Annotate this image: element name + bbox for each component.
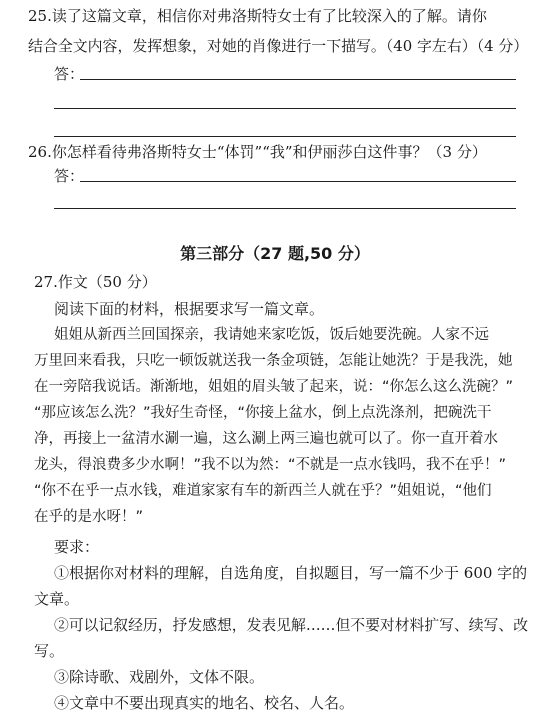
q26-answer-line-2[interactable] xyxy=(54,208,516,209)
q27-passage-line: “那应该怎么洗？”我好生奇怪，“你接上盆水，倒上点洗涤剂，把碗洗干 xyxy=(34,405,492,421)
q27-requirement-line: ③除诗歌、戏剧外，文体不限。 xyxy=(54,668,265,686)
q27-passage-line: 净，再接上一盆清水涮一遍，这么涮上两三遍也就可以了。你一直开着水 xyxy=(34,431,498,447)
q27-passage-line: 在一旁陪我说话。渐渐地，姐姐的眉头皱了起来，说：“你怎么这么洗碗？” xyxy=(34,379,514,395)
q27-intro: 阅读下面的材料，根据要求写一篇文章。 xyxy=(54,300,325,318)
q27-title: 27.作文（50 分） xyxy=(34,273,157,291)
q27-passage-line: “你不在乎一点水钱，难道家家有车的新西兰人就在乎？”姐姐说，“他们 xyxy=(34,483,492,499)
q27-requirement-line: ②可以记叙经历，抒发感想，发表见解……但不要对材料扩写、续写、改 xyxy=(54,616,529,634)
q26-answer-line-1[interactable] xyxy=(80,181,516,182)
q25-answer-line-3[interactable] xyxy=(54,136,516,137)
q27-requirements-label: 要求： xyxy=(54,538,100,556)
q27-passage-line: 姐姐从新西兰回国探亲，我请她来家吃饭，饭后她要洗碗。人家不远 xyxy=(54,327,489,343)
q25-line-1: 25.读了这篇文章，相信你对弗洛斯特女士有了比较深入的了解。请你 xyxy=(28,7,487,25)
q27-requirement-line: 文章。 xyxy=(34,590,80,608)
q25-answer-line-2[interactable] xyxy=(54,108,516,109)
q25-answer-label: 答： xyxy=(54,65,85,83)
q27-passage-line: 万里回来看我，只吃一顿饭就送我一条金项链，怎能让她洗？于是我洗，她 xyxy=(34,353,513,369)
q27-passage-line: 龙头，得浪费多少水啊！”我不以为然：“不就是一点水钱吗，我不在乎！” xyxy=(34,457,507,473)
q27-passage-line: 在乎的是水呀！” xyxy=(34,509,144,525)
section-3-heading: 第三部分（27 题,50 分） xyxy=(180,244,370,263)
q25-answer-line-1[interactable] xyxy=(80,79,516,80)
q25-line-2: 结合全文内容，发挥想象，对她的肖像进行一下描写。（40 字左右）（4 分） xyxy=(28,37,529,55)
q27-requirement-line: ④文章中不要出现真实的地名、校名、人名。 xyxy=(54,694,355,712)
q26-line-1: 26.你怎样看待弗洛斯特女士“体罚”“我”和伊丽莎白这件事？（3 分） xyxy=(28,143,487,161)
q26-answer-label: 答： xyxy=(54,167,85,185)
q27-requirement-line: ①根据你对材料的理解，自选角度，自拟题目，写一篇不少于 600 字的 xyxy=(54,564,528,582)
q27-requirement-line: 写。 xyxy=(34,642,65,660)
